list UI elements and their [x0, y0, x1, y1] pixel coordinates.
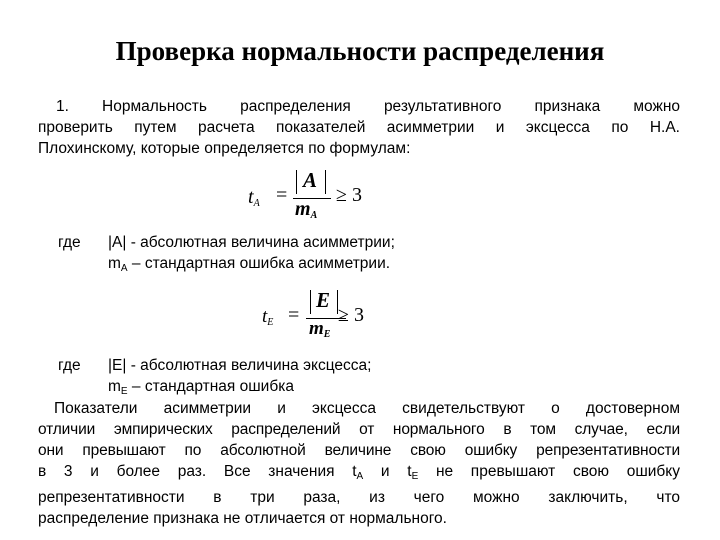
- formula-lhs: $t_E$: [262, 306, 274, 328]
- conclusion-line: они превышают по абсолютной величине свою ошибку репрезентативности: [38, 442, 680, 459]
- formula-lhs: $t_A$: [248, 186, 260, 209]
- formula-denominator: $m_A$: [295, 198, 318, 221]
- formula-numerator: E: [316, 288, 331, 312]
- formula-asymmetry: [248, 168, 388, 228]
- conclusion-line: Показатели асимметрии и эксцесса свидетельствуют о достоверном: [54, 400, 680, 417]
- where-label-e: где: [58, 357, 81, 374]
- intro-paragraph: [38, 96, 680, 159]
- conclusion-line: распределение признака не отличается от нормального.: [38, 510, 447, 527]
- intro-line: проверить путем расчета показателей асимметрии и эксцесса по Н.А.: [38, 119, 680, 136]
- conclusion-line: отличии эмпирических распределений от нормального в том случае, если: [38, 421, 680, 438]
- where-a-line2: $m_A$ – стандартная ошибка асимметрии.: [108, 255, 391, 274]
- where-e-line1: |E| - абсолютная величина эксцесса;: [108, 357, 372, 374]
- formula-equals: =: [276, 184, 288, 206]
- formula-excess: [262, 286, 402, 348]
- formula-denominator: $m_E$: [309, 318, 331, 340]
- where-a-line1: |A| - абсолютная величина асимметрии;: [108, 234, 395, 251]
- conclusion-line: в 3 и более раз. Все значения $t_A$ и $t_E$ не превышают свою ошибку: [38, 463, 680, 482]
- formula-inequality: ≥ 3: [338, 304, 364, 326]
- intro-line: Плохинскому, которые определяется по формулам:: [38, 140, 411, 157]
- page-title: Проверка нормальности распределения: [115, 36, 605, 66]
- conclusion-line: репрезентативности в три раза, из чего можно заключить, что: [38, 489, 680, 506]
- formula-inequality: ≥ 3: [336, 184, 362, 206]
- where-label-a: где: [58, 234, 81, 251]
- formula-numerator: A: [303, 168, 318, 192]
- where-e-line2: $m_E$ – стандартная ошибка: [108, 378, 294, 397]
- formula-equals: =: [288, 304, 300, 326]
- conclusion-paragraph: [38, 398, 680, 529]
- intro-line: 1. Нормальность распределения результативного признака можно: [56, 98, 680, 115]
